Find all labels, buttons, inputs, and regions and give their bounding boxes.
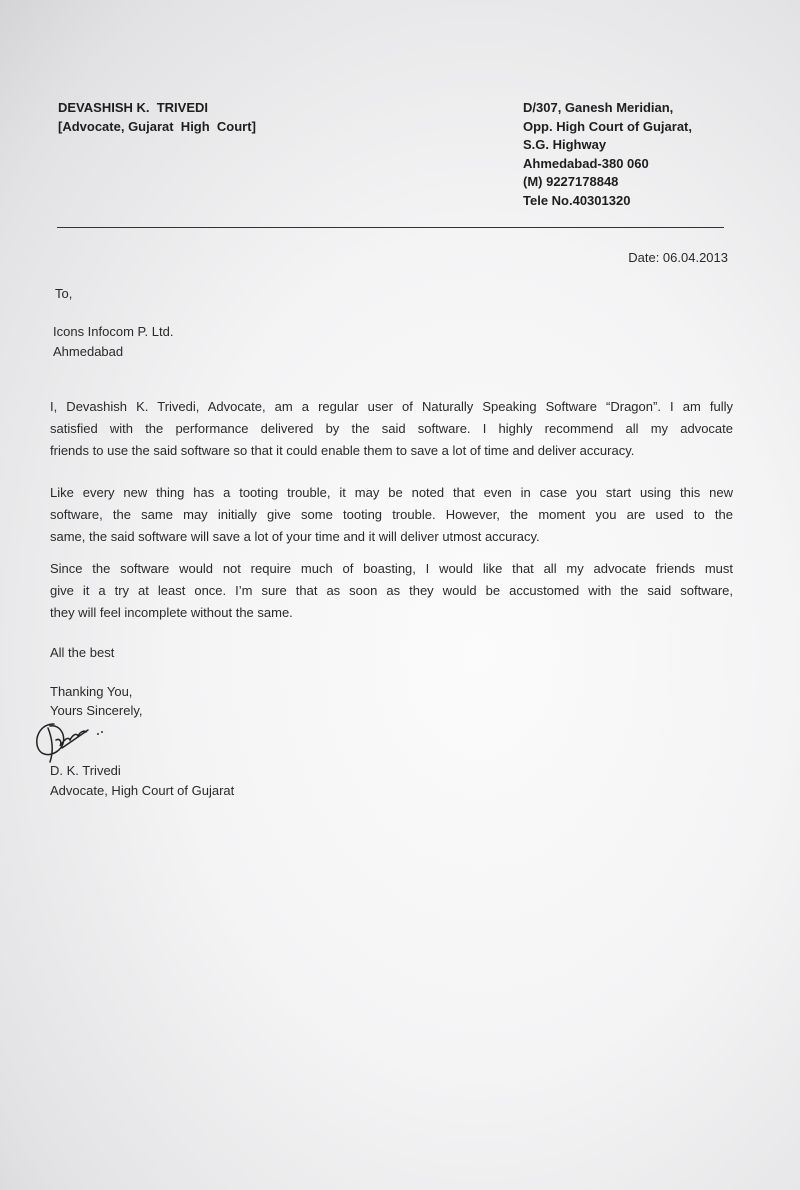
paragraph-line: I, Devashish K. Trivedi, Advocate, am a regular user of Naturally Speaking Software “Dragon”. I am fully (50, 399, 733, 414)
address-line: S.G. Highway (523, 137, 607, 152)
paragraph-line: give it a try at least once. I’m sure that as soon as they would be accustomed with the said software, (50, 583, 733, 598)
sender-designation: [Advocate, Gujarat High Court] (58, 118, 256, 134)
recipient-company: Icons Infocom P. Ltd. (53, 324, 174, 339)
paragraph-line: Like every new thing has a tooting trouble, it may be noted that even in case you start using this new (50, 485, 733, 500)
closing-wish: All the best (50, 645, 115, 660)
header-divider (57, 227, 724, 228)
signer-title: Advocate, High Court of Gujarat (50, 783, 235, 798)
address-line: Opp. High Court of Gujarat, (523, 118, 692, 134)
sign-off: Yours Sincerely, (50, 703, 143, 718)
body-paragraph-2 (50, 482, 733, 548)
letter-date: Date: 06.04.2013 (628, 250, 728, 265)
mobile-number: (M) 9227178848 (523, 174, 619, 189)
thanking-line: Thanking You, (50, 684, 133, 699)
salutation: To, (55, 286, 73, 301)
paragraph-line: they will feel incomplete without the same. (50, 605, 293, 620)
recipient-block (53, 322, 173, 362)
paragraph-line: same, the said software will save a lot of your time and it will deliver utmost accuracy. (50, 529, 540, 544)
paragraph-line: Since the software would not require much of boasting, I would like that all my advocate friends must (50, 561, 733, 576)
paragraph-line: satisfied with the performance delivered by the said software. I highly recommend all my advocate (50, 421, 733, 436)
address-line: D/307, Ganesh Meridian, (523, 100, 674, 115)
closing-block (50, 682, 143, 720)
telephone-number: Tele No.40301320 (523, 192, 631, 208)
paragraph-line: friends to use the said software so that it could enable them to save a lot of time and deliver accuracy. (50, 443, 635, 458)
body-paragraph-3 (50, 558, 733, 624)
letterhead-address (523, 99, 692, 210)
recipient-city: Ahmedabad (53, 344, 124, 359)
sender-name: DEVASHISH K. TRIVEDI (58, 100, 209, 115)
body-paragraph-1 (50, 396, 733, 462)
paragraph-line: software, the same may initially give some tooting trouble. However, the moment you are used to the (50, 507, 733, 522)
signer-block (50, 761, 234, 801)
signer-name: D. K. Trivedi (50, 763, 121, 778)
letterhead-left (58, 99, 256, 136)
address-line: Ahmedabad-380 060 (523, 155, 649, 171)
